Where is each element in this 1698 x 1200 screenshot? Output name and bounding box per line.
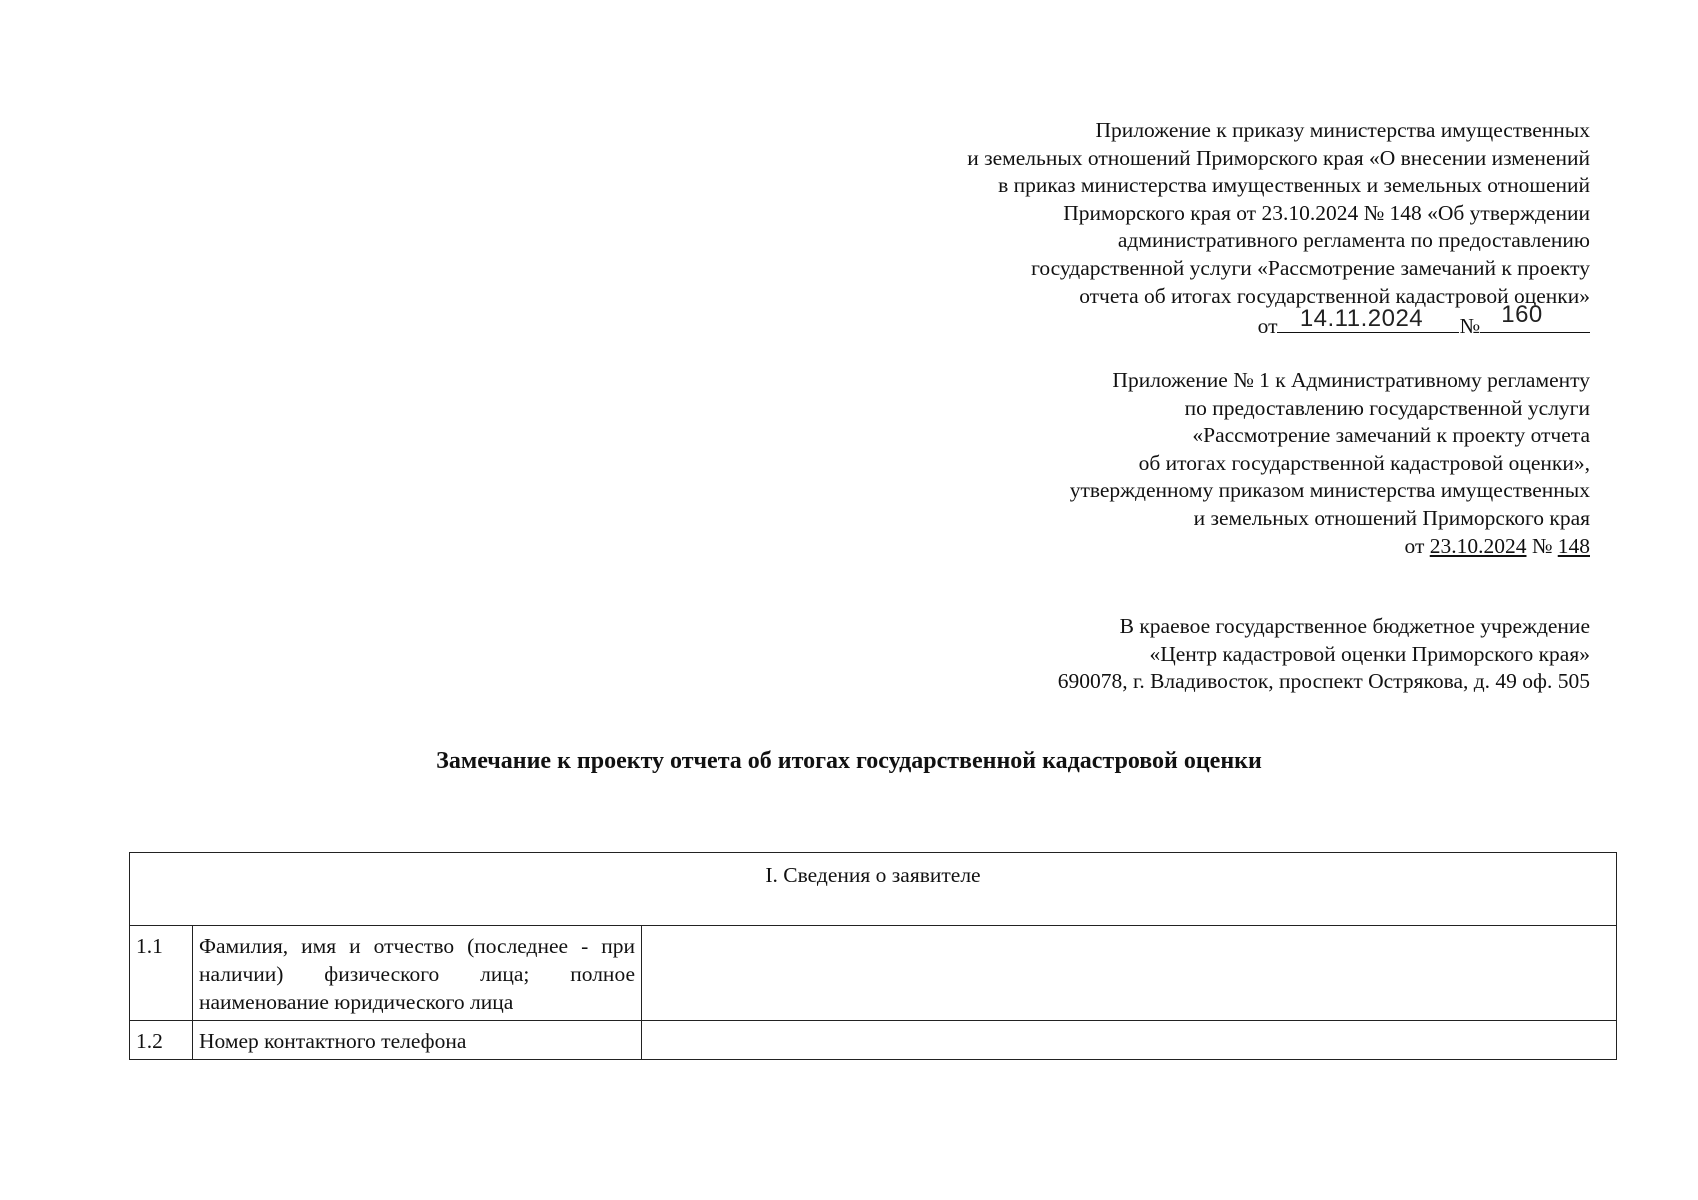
header-line: государственной услуги «Рассмотрение замечаний к проекту: [1031, 255, 1590, 280]
number-prefix: №: [1459, 314, 1480, 339]
applicant-name-field[interactable]: [642, 926, 1617, 1021]
date-field: [1277, 304, 1459, 333]
handwritten-date: 14.11.2024: [1299, 304, 1424, 332]
section-title: I. Сведения о заявителе: [130, 853, 1617, 926]
number-field: [1480, 300, 1590, 333]
header-line: в приказ министерства имущественных и земельных отношений: [998, 173, 1590, 198]
row-label: Номер контактного телефона: [193, 1021, 642, 1060]
header-line: Приморского края от 23.10.2024 № 148 «Об утверждении: [1063, 200, 1590, 225]
order-appendix-header: [967, 117, 1590, 341]
addressee-line: В краевое государственное бюджетное учреждение: [1119, 614, 1590, 638]
handwritten-number: 160: [1501, 300, 1543, 328]
header-line: Приложение № 1 к Административному регламенту: [1112, 368, 1590, 392]
addressee-block: [1058, 613, 1590, 696]
header-line: отчета об итогах государственной кадастровой оценки»: [1079, 283, 1590, 308]
addressee-line: 690078, г. Владивосток, проспект Острякова, д. 49 оф. 505: [1057, 669, 1590, 694]
addressee-line: «Центр кадастровой оценки Приморского края»: [1149, 641, 1590, 666]
order-date-line: [967, 300, 1590, 341]
document-title: Замечание к проекту отчета об итогах государственной кадастровой оценки: [436, 748, 1262, 774]
header-line: административного регламента по предоставлению: [1117, 228, 1590, 253]
row-number: 1.1: [130, 926, 193, 1021]
header-line: «Рассмотрение замечаний к проекту отчета: [1192, 423, 1590, 448]
regulation-appendix-header: [1070, 367, 1590, 560]
row-label: Фамилия, имя и отчество (последнее - при наличии) физического лица; полное наименование юридического лица: [193, 926, 642, 1021]
header-line: по предоставлению государственной услуги: [1184, 395, 1590, 420]
date-prefix: от: [1404, 533, 1425, 558]
header-line: Приложение к приказу министерства имущественных: [1095, 118, 1590, 142]
header-line: утвержденному приказом министерства имущественных: [1069, 478, 1590, 503]
table-row: [130, 926, 1617, 1021]
section-header-row: [130, 853, 1617, 926]
applicant-info-table: [129, 852, 1617, 1060]
header-line: и земельных отношений Приморского края «О внесении изменений: [967, 145, 1590, 170]
regulation-number: 148: [1557, 533, 1590, 558]
date-prefix: от: [1257, 314, 1278, 339]
regulation-date: 23.10.2024: [1429, 533, 1527, 558]
header-line: об итогах государственной кадастровой оценки»,: [1138, 450, 1590, 475]
regulation-date-line: [1070, 533, 1590, 561]
table-row: [130, 1021, 1617, 1060]
header-line: и земельных отношений Приморского края: [1193, 505, 1590, 530]
row-number: 1.2: [130, 1021, 193, 1060]
number-prefix: №: [1531, 533, 1553, 558]
contact-phone-field[interactable]: [642, 1021, 1617, 1060]
